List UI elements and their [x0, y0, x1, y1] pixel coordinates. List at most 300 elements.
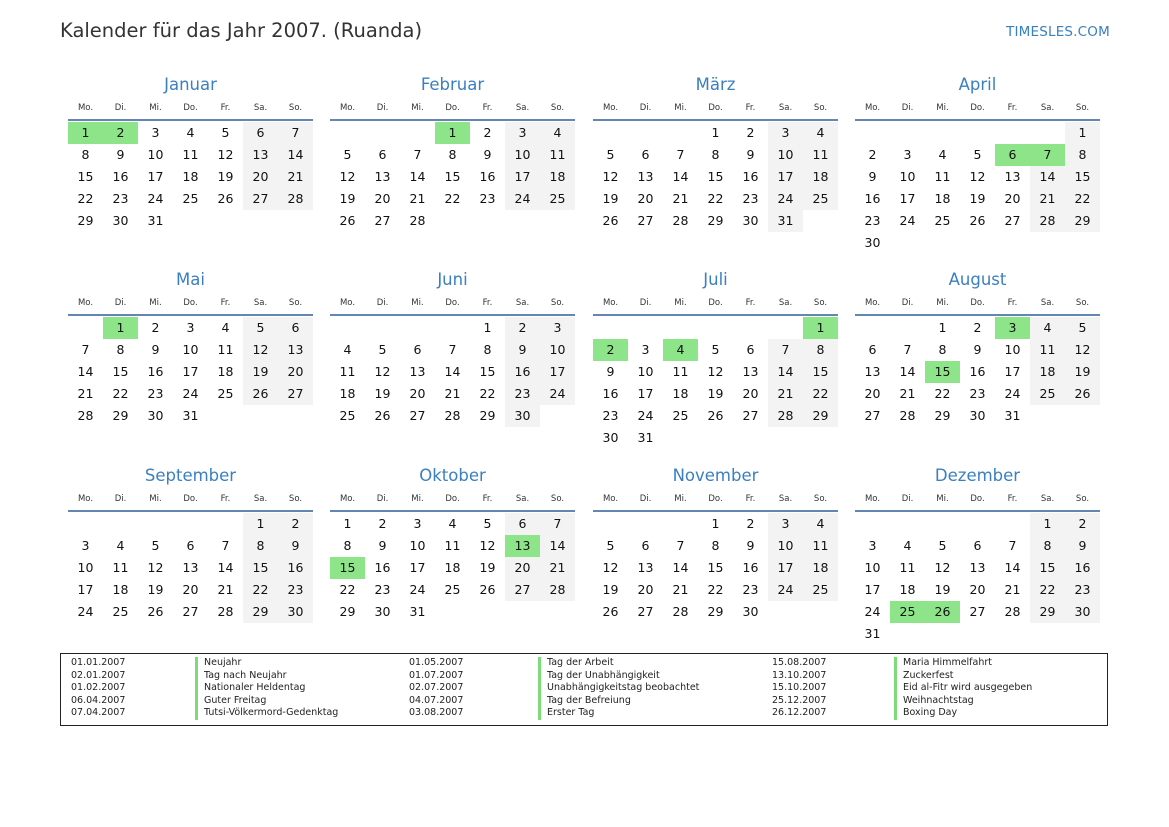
day-cell[interactable]: 19 — [479, 560, 496, 575]
day-cell[interactable]: 19 — [339, 191, 356, 206]
day-cell[interactable]: 8 — [81, 147, 90, 162]
day-cell[interactable]: 27 — [637, 213, 654, 228]
day-cell[interactable]: 24 — [864, 604, 881, 619]
day-cell[interactable]: 19 — [1065, 361, 1100, 383]
day-cell[interactable]: 16 — [1065, 557, 1100, 579]
day-cell[interactable]: 12 — [243, 339, 278, 361]
day-cell[interactable]: 29 — [1065, 210, 1100, 232]
day-cell[interactable]: 3 — [768, 513, 803, 535]
day-cell[interactable]: 9 — [1065, 535, 1100, 557]
day-cell[interactable]: 23 — [147, 386, 164, 401]
day-cell[interactable]: 2 — [746, 125, 755, 140]
day-cell[interactable]: 24 — [768, 579, 803, 601]
day-cell[interactable]: 20 — [278, 361, 313, 383]
day-cell[interactable]: 9 — [483, 147, 492, 162]
day-cell[interactable]: 21 — [444, 386, 461, 401]
day-cell[interactable]: 19 — [374, 386, 391, 401]
day-cell[interactable]: 15 — [112, 364, 129, 379]
day-cell[interactable]: 23 — [479, 191, 496, 206]
day-cell[interactable]: 4 — [803, 122, 838, 144]
holiday-day-cell[interactable]: 3 — [995, 317, 1030, 339]
day-cell[interactable]: 18 — [672, 386, 689, 401]
day-cell[interactable]: 19 — [602, 191, 619, 206]
day-cell[interactable]: 20 — [969, 582, 986, 597]
day-cell[interactable]: 24 — [540, 383, 575, 405]
day-cell[interactable]: 14 — [409, 169, 426, 184]
day-cell[interactable]: 22 — [339, 582, 356, 597]
day-cell[interactable]: 9 — [973, 342, 982, 357]
day-cell[interactable]: 29 — [707, 604, 724, 619]
day-cell[interactable]: 2 — [505, 317, 540, 339]
day-cell[interactable]: 22 — [479, 386, 496, 401]
day-cell[interactable]: 14 — [672, 169, 689, 184]
day-cell[interactable]: 2 — [868, 147, 877, 162]
day-cell[interactable]: 27 — [864, 408, 881, 423]
day-cell[interactable]: 23 — [278, 579, 313, 601]
day-cell[interactable]: 17 — [637, 386, 654, 401]
day-cell[interactable]: 22 — [243, 579, 278, 601]
day-cell[interactable]: 5 — [151, 538, 160, 553]
day-cell[interactable]: 12 — [602, 560, 619, 575]
day-cell[interactable]: 10 — [899, 169, 916, 184]
day-cell[interactable]: 22 — [1065, 188, 1100, 210]
day-cell[interactable]: 30 — [1065, 601, 1100, 623]
day-cell[interactable]: 31 — [182, 408, 199, 423]
day-cell[interactable]: 29 — [803, 405, 838, 427]
day-cell[interactable]: 24 — [147, 191, 164, 206]
day-cell[interactable]: 5 — [711, 342, 720, 357]
day-cell[interactable]: 15 — [707, 560, 724, 575]
day-cell[interactable]: 19 — [602, 582, 619, 597]
day-cell[interactable]: 14 — [672, 560, 689, 575]
day-cell[interactable]: 25 — [217, 386, 234, 401]
day-cell[interactable]: 14 — [1004, 560, 1021, 575]
day-cell[interactable]: 22 — [112, 386, 129, 401]
day-cell[interactable]: 25 — [112, 604, 129, 619]
day-cell[interactable]: 25 — [339, 408, 356, 423]
day-cell[interactable]: 9 — [378, 538, 387, 553]
day-cell[interactable]: 5 — [973, 147, 982, 162]
day-cell[interactable]: 10 — [637, 364, 654, 379]
day-cell[interactable]: 11 — [1030, 339, 1065, 361]
day-cell[interactable]: 4 — [116, 538, 125, 553]
day-cell[interactable]: 27 — [278, 383, 313, 405]
day-cell[interactable]: 30 — [969, 408, 986, 423]
day-cell[interactable]: 1 — [243, 513, 278, 535]
day-cell[interactable]: 4 — [186, 125, 195, 140]
day-cell[interactable]: 25 — [803, 188, 838, 210]
day-cell[interactable]: 25 — [934, 213, 951, 228]
day-cell[interactable]: 8 — [938, 342, 947, 357]
day-cell[interactable]: 8 — [711, 147, 720, 162]
day-cell[interactable]: 24 — [1004, 386, 1021, 401]
day-cell[interactable]: 18 — [217, 364, 234, 379]
day-cell[interactable]: 11 — [112, 560, 129, 575]
day-cell[interactable]: 8 — [448, 147, 457, 162]
day-cell[interactable]: 10 — [768, 535, 803, 557]
day-cell[interactable]: 30 — [374, 604, 391, 619]
day-cell[interactable]: 12 — [374, 364, 391, 379]
day-cell[interactable]: 28 — [1030, 210, 1065, 232]
day-cell[interactable]: 8 — [243, 535, 278, 557]
day-cell[interactable]: 28 — [899, 408, 916, 423]
day-cell[interactable]: 11 — [182, 147, 199, 162]
day-cell[interactable]: 17 — [899, 191, 916, 206]
day-cell[interactable]: 17 — [147, 169, 164, 184]
day-cell[interactable]: 12 — [339, 169, 356, 184]
day-cell[interactable]: 23 — [864, 213, 881, 228]
day-cell[interactable]: 10 — [77, 560, 94, 575]
day-cell[interactable]: 4 — [540, 122, 575, 144]
day-cell[interactable]: 4 — [448, 516, 457, 531]
day-cell[interactable]: 25 — [672, 408, 689, 423]
day-cell[interactable]: 24 — [637, 408, 654, 423]
day-cell[interactable]: 14 — [217, 560, 234, 575]
day-cell[interactable]: 6 — [378, 147, 387, 162]
day-cell[interactable]: 28 — [540, 579, 575, 601]
day-cell[interactable]: 31 — [637, 430, 654, 445]
day-cell[interactable]: 26 — [707, 408, 724, 423]
day-cell[interactable]: 7 — [676, 147, 685, 162]
day-cell[interactable]: 17 — [540, 361, 575, 383]
day-cell[interactable]: 17 — [505, 166, 540, 188]
day-cell[interactable]: 13 — [409, 364, 426, 379]
day-cell[interactable]: 30 — [742, 213, 759, 228]
day-cell[interactable]: 10 — [540, 339, 575, 361]
day-cell[interactable]: 11 — [803, 144, 838, 166]
day-cell[interactable]: 13 — [637, 169, 654, 184]
day-cell[interactable]: 20 — [742, 386, 759, 401]
day-cell[interactable]: 18 — [182, 169, 199, 184]
holiday-day-cell[interactable]: 2 — [103, 122, 138, 144]
day-cell[interactable]: 27 — [505, 579, 540, 601]
day-cell[interactable]: 23 — [742, 582, 759, 597]
day-cell[interactable]: 15 — [479, 364, 496, 379]
day-cell[interactable]: 10 — [864, 560, 881, 575]
day-cell[interactable]: 13 — [969, 560, 986, 575]
day-cell[interactable]: 7 — [540, 513, 575, 535]
day-cell[interactable]: 29 — [112, 408, 129, 423]
day-cell[interactable]: 18 — [339, 386, 356, 401]
day-cell[interactable]: 16 — [505, 361, 540, 383]
day-cell[interactable]: 14 — [1030, 166, 1065, 188]
day-cell[interactable]: 8 — [1030, 535, 1065, 557]
day-cell[interactable]: 9 — [746, 147, 755, 162]
day-cell[interactable]: 29 — [934, 408, 951, 423]
holiday-day-cell[interactable]: 1 — [435, 122, 470, 144]
day-cell[interactable]: 3 — [868, 538, 877, 553]
day-cell[interactable]: 13 — [864, 364, 881, 379]
day-cell[interactable]: 18 — [1030, 361, 1065, 383]
day-cell[interactable]: 20 — [505, 557, 540, 579]
day-cell[interactable]: 11 — [217, 342, 234, 357]
day-cell[interactable]: 7 — [221, 538, 230, 553]
day-cell[interactable]: 7 — [413, 147, 422, 162]
day-cell[interactable]: 9 — [505, 339, 540, 361]
day-cell[interactable]: 10 — [1004, 342, 1021, 357]
day-cell[interactable]: 6 — [278, 317, 313, 339]
day-cell[interactable]: 11 — [444, 538, 461, 553]
day-cell[interactable]: 20 — [1004, 191, 1021, 206]
day-cell[interactable]: 2 — [378, 516, 387, 531]
day-cell[interactable]: 8 — [343, 538, 352, 553]
day-cell[interactable]: 5 — [378, 342, 387, 357]
day-cell[interactable]: 10 — [409, 538, 426, 553]
day-cell[interactable]: 5 — [483, 516, 492, 531]
day-cell[interactable]: 16 — [278, 557, 313, 579]
day-cell[interactable]: 17 — [864, 582, 881, 597]
day-cell[interactable]: 5 — [243, 317, 278, 339]
day-cell[interactable]: 13 — [243, 144, 278, 166]
day-cell[interactable]: 17 — [409, 560, 426, 575]
day-cell[interactable]: 28 — [278, 188, 313, 210]
holiday-day-cell[interactable]: 26 — [925, 601, 960, 623]
day-cell[interactable]: 21 — [217, 582, 234, 597]
day-cell[interactable]: 7 — [1008, 538, 1017, 553]
day-cell[interactable]: 8 — [116, 342, 125, 357]
day-cell[interactable]: 16 — [479, 169, 496, 184]
day-cell[interactable]: 6 — [746, 342, 755, 357]
day-cell[interactable]: 31 — [147, 213, 164, 228]
day-cell[interactable]: 1 — [711, 125, 720, 140]
day-cell[interactable]: 9 — [746, 538, 755, 553]
day-cell[interactable]: 1 — [1065, 122, 1100, 144]
day-cell[interactable]: 8 — [483, 342, 492, 357]
day-cell[interactable]: 13 — [182, 560, 199, 575]
day-cell[interactable]: 1 — [938, 320, 947, 335]
day-cell[interactable]: 16 — [742, 169, 759, 184]
day-cell[interactable]: 6 — [641, 147, 650, 162]
day-cell[interactable]: 14 — [540, 535, 575, 557]
day-cell[interactable]: 23 — [742, 191, 759, 206]
day-cell[interactable]: 4 — [903, 538, 912, 553]
day-cell[interactable]: 10 — [147, 147, 164, 162]
day-cell[interactable]: 8 — [803, 339, 838, 361]
day-cell[interactable]: 27 — [374, 213, 391, 228]
day-cell[interactable]: 11 — [540, 144, 575, 166]
day-cell[interactable]: 23 — [969, 386, 986, 401]
day-cell[interactable]: 1 — [711, 516, 720, 531]
day-cell[interactable]: 3 — [186, 320, 195, 335]
day-cell[interactable]: 14 — [77, 364, 94, 379]
day-cell[interactable]: 3 — [641, 342, 650, 357]
day-cell[interactable]: 30 — [864, 235, 881, 250]
day-cell[interactable]: 31 — [768, 210, 803, 232]
day-cell[interactable]: 22 — [803, 383, 838, 405]
day-cell[interactable]: 13 — [742, 364, 759, 379]
day-cell[interactable]: 18 — [112, 582, 129, 597]
day-cell[interactable]: 26 — [1065, 383, 1100, 405]
day-cell[interactable]: 27 — [1004, 213, 1021, 228]
day-cell[interactable]: 30 — [112, 213, 129, 228]
day-cell[interactable]: 30 — [602, 430, 619, 445]
day-cell[interactable]: 5 — [606, 147, 615, 162]
day-cell[interactable]: 17 — [77, 582, 94, 597]
day-cell[interactable]: 2 — [151, 320, 160, 335]
day-cell[interactable]: 26 — [217, 191, 234, 206]
day-cell[interactable]: 26 — [479, 582, 496, 597]
day-cell[interactable]: 19 — [217, 169, 234, 184]
day-cell[interactable]: 21 — [278, 166, 313, 188]
day-cell[interactable]: 16 — [147, 364, 164, 379]
day-cell[interactable]: 19 — [934, 582, 951, 597]
day-cell[interactable]: 18 — [934, 191, 951, 206]
day-cell[interactable]: 13 — [278, 339, 313, 361]
day-cell[interactable]: 19 — [707, 386, 724, 401]
day-cell[interactable]: 27 — [409, 408, 426, 423]
day-cell[interactable]: 26 — [374, 408, 391, 423]
holiday-day-cell[interactable]: 1 — [68, 122, 103, 144]
day-cell[interactable]: 16 — [112, 169, 129, 184]
day-cell[interactable]: 1 — [1030, 513, 1065, 535]
day-cell[interactable]: 26 — [339, 213, 356, 228]
day-cell[interactable]: 11 — [339, 364, 356, 379]
day-cell[interactable]: 21 — [899, 386, 916, 401]
day-cell[interactable]: 29 — [243, 601, 278, 623]
day-cell[interactable]: 6 — [186, 538, 195, 553]
day-cell[interactable]: 16 — [864, 191, 881, 206]
day-cell[interactable]: 1 — [483, 320, 492, 335]
day-cell[interactable]: 14 — [278, 144, 313, 166]
day-cell[interactable]: 15 — [243, 557, 278, 579]
day-cell[interactable]: 3 — [151, 125, 160, 140]
day-cell[interactable]: 30 — [742, 604, 759, 619]
day-cell[interactable]: 15 — [77, 169, 94, 184]
holiday-day-cell[interactable]: 25 — [890, 601, 925, 623]
day-cell[interactable]: 20 — [374, 191, 391, 206]
day-cell[interactable]: 5 — [1065, 317, 1100, 339]
day-cell[interactable]: 8 — [1065, 144, 1100, 166]
day-cell[interactable]: 25 — [1030, 383, 1065, 405]
day-cell[interactable]: 12 — [707, 364, 724, 379]
day-cell[interactable]: 15 — [444, 169, 461, 184]
day-cell[interactable]: 29 — [339, 604, 356, 619]
day-cell[interactable]: 24 — [505, 188, 540, 210]
holiday-day-cell[interactable]: 2 — [593, 339, 628, 361]
day-cell[interactable]: 2 — [1065, 513, 1100, 535]
day-cell[interactable]: 3 — [81, 538, 90, 553]
holiday-day-cell[interactable]: 4 — [663, 339, 698, 361]
day-cell[interactable]: 24 — [182, 386, 199, 401]
day-cell[interactable]: 17 — [768, 166, 803, 188]
day-cell[interactable]: 22 — [1030, 579, 1065, 601]
day-cell[interactable]: 27 — [637, 604, 654, 619]
day-cell[interactable]: 20 — [409, 386, 426, 401]
day-cell[interactable]: 5 — [938, 538, 947, 553]
day-cell[interactable]: 6 — [868, 342, 877, 357]
day-cell[interactable]: 16 — [742, 560, 759, 575]
day-cell[interactable]: 28 — [768, 405, 803, 427]
day-cell[interactable]: 19 — [243, 361, 278, 383]
day-cell[interactable]: 11 — [934, 169, 951, 184]
day-cell[interactable]: 24 — [768, 188, 803, 210]
day-cell[interactable]: 18 — [803, 166, 838, 188]
day-cell[interactable]: 2 — [973, 320, 982, 335]
day-cell[interactable]: 29 — [479, 408, 496, 423]
day-cell[interactable]: 17 — [182, 364, 199, 379]
day-cell[interactable]: 14 — [444, 364, 461, 379]
holiday-day-cell[interactable]: 1 — [803, 317, 838, 339]
day-cell[interactable]: 2 — [278, 513, 313, 535]
day-cell[interactable]: 29 — [707, 213, 724, 228]
day-cell[interactable]: 22 — [444, 191, 461, 206]
day-cell[interactable]: 2 — [746, 516, 755, 531]
day-cell[interactable]: 19 — [147, 582, 164, 597]
day-cell[interactable]: 13 — [1004, 169, 1021, 184]
day-cell[interactable]: 29 — [1030, 601, 1065, 623]
day-cell[interactable]: 27 — [969, 604, 986, 619]
day-cell[interactable]: 17 — [768, 557, 803, 579]
day-cell[interactable]: 31 — [864, 626, 881, 641]
day-cell[interactable]: 4 — [343, 342, 352, 357]
day-cell[interactable]: 3 — [413, 516, 422, 531]
day-cell[interactable]: 5 — [606, 538, 615, 553]
day-cell[interactable]: 31 — [1004, 408, 1021, 423]
day-cell[interactable]: 28 — [444, 408, 461, 423]
day-cell[interactable]: 21 — [540, 557, 575, 579]
holiday-day-cell[interactable]: 6 — [995, 144, 1030, 166]
brand-link[interactable]: TIMESLES.COM — [1006, 24, 1110, 40]
day-cell[interactable]: 3 — [768, 122, 803, 144]
day-cell[interactable]: 4 — [803, 513, 838, 535]
day-cell[interactable]: 7 — [278, 122, 313, 144]
day-cell[interactable]: 27 — [243, 188, 278, 210]
day-cell[interactable]: 28 — [217, 604, 234, 619]
day-cell[interactable]: 27 — [742, 408, 759, 423]
holiday-day-cell[interactable]: 13 — [505, 535, 540, 557]
day-cell[interactable]: 22 — [707, 582, 724, 597]
day-cell[interactable]: 10 — [505, 144, 540, 166]
day-cell[interactable]: 7 — [768, 339, 803, 361]
day-cell[interactable]: 26 — [969, 213, 986, 228]
day-cell[interactable]: 6 — [413, 342, 422, 357]
day-cell[interactable]: 7 — [81, 342, 90, 357]
day-cell[interactable]: 23 — [505, 383, 540, 405]
day-cell[interactable]: 10 — [768, 144, 803, 166]
day-cell[interactable]: 23 — [374, 582, 391, 597]
day-cell[interactable]: 12 — [217, 147, 234, 162]
day-cell[interactable]: 21 — [77, 386, 94, 401]
day-cell[interactable]: 9 — [868, 169, 877, 184]
day-cell[interactable]: 20 — [637, 582, 654, 597]
day-cell[interactable]: 21 — [1004, 582, 1021, 597]
day-cell[interactable]: 7 — [903, 342, 912, 357]
day-cell[interactable]: 5 — [221, 125, 230, 140]
day-cell[interactable]: 28 — [409, 213, 426, 228]
day-cell[interactable]: 28 — [77, 408, 94, 423]
holiday-day-cell[interactable]: 1 — [103, 317, 138, 339]
day-cell[interactable]: 19 — [969, 191, 986, 206]
day-cell[interactable]: 3 — [903, 147, 912, 162]
day-cell[interactable]: 12 — [147, 560, 164, 575]
day-cell[interactable]: 12 — [934, 560, 951, 575]
day-cell[interactable]: 14 — [768, 361, 803, 383]
day-cell[interactable]: 20 — [182, 582, 199, 597]
day-cell[interactable]: 4 — [938, 147, 947, 162]
day-cell[interactable]: 18 — [899, 582, 916, 597]
day-cell[interactable]: 3 — [540, 317, 575, 339]
day-cell[interactable]: 6 — [973, 538, 982, 553]
day-cell[interactable]: 12 — [479, 538, 496, 553]
day-cell[interactable]: 15 — [803, 361, 838, 383]
day-cell[interactable]: 12 — [1065, 339, 1100, 361]
day-cell[interactable]: 9 — [606, 364, 615, 379]
day-cell[interactable]: 8 — [711, 538, 720, 553]
day-cell[interactable]: 21 — [409, 191, 426, 206]
day-cell[interactable]: 25 — [803, 579, 838, 601]
day-cell[interactable]: 15 — [707, 169, 724, 184]
day-cell[interactable]: 22 — [707, 191, 724, 206]
